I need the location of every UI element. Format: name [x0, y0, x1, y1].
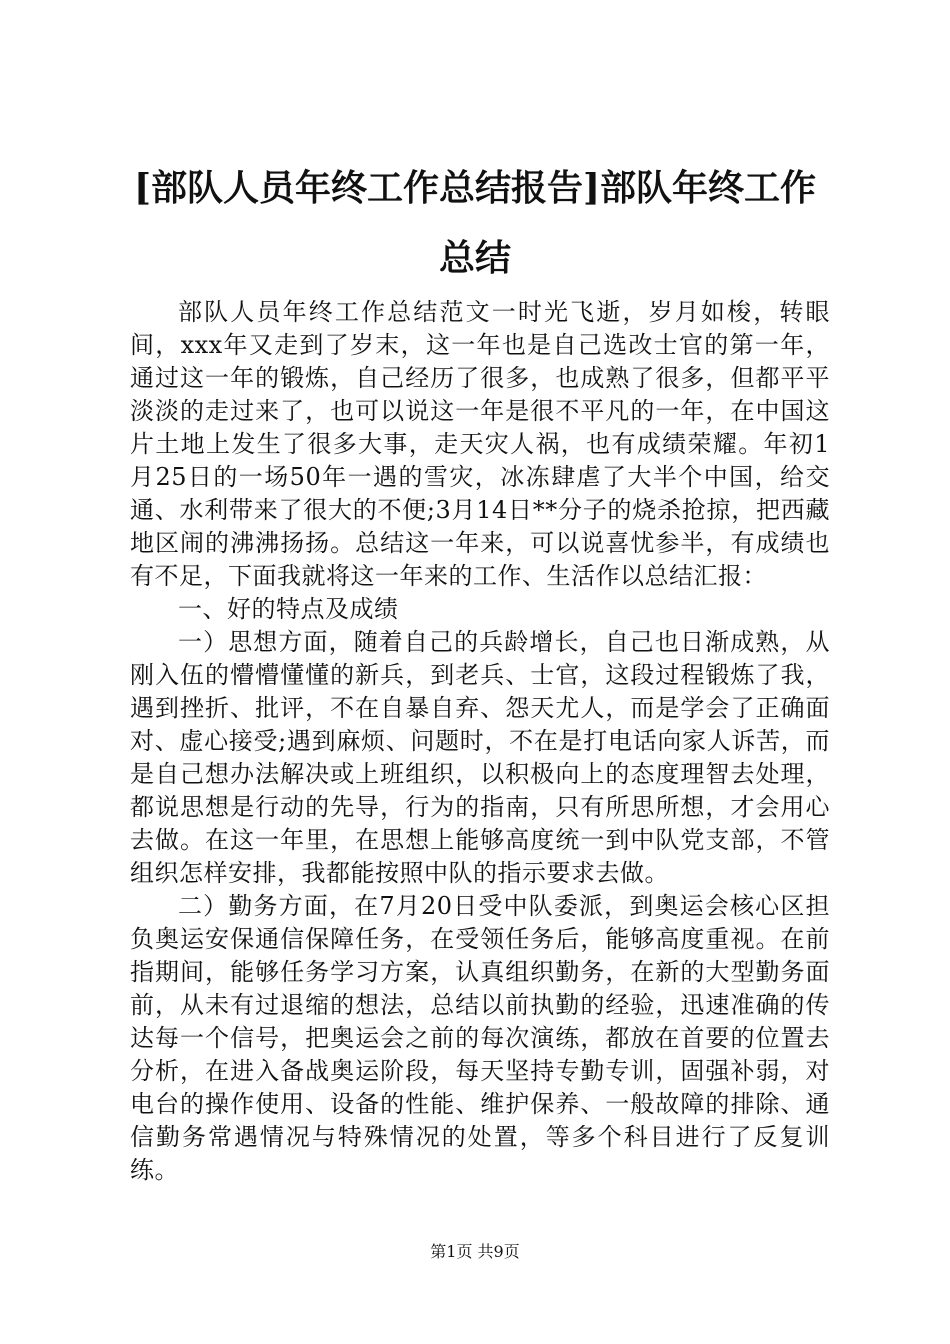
document-body	[130, 296, 830, 1187]
paragraph-duty: 二）勤务方面，在7月20日受中队委派，到奥运会核心区担负奥运安保通信保障任务，在受领任务后，能够高度重视。在前指期间，能够任务学习方案，认真组织勤务，在新的大型勤务面前，从未有过退缩的想法，总结以前执勤的经验，迅速准确的传达每一个信号，把奥运会之前的每次演练，都放在首要的位置去分析，在进入备战奥运阶段，每天坚持专勤专训，固强补弱，对电台的操作使用、设备的性能、维护保养、一般故障的排除、通信勤务常遇情况与特殊情况的处置，等多个科目进行了反复训练。	[130, 892, 830, 1184]
paragraph-intro: 部队人员年终工作总结范文一时光飞逝，岁月如梭，转眼间，xxx年又走到了岁末，这一年也是自己选改士官的第一年，通过这一年的锻炼，自己经历了很多，也成熟了很多，但都平平淡淡的走过来了，也可以说这一年是很不平凡的一年，在中国这片土地上发生了很多大事，走天灾人祸，也有成绩荣耀。年初1月25日的一场50年一遇的雪灾，冰冻肆虐了大半个中国，给交通、水利带来了很大的不便;3月14日**分子的烧杀抢掠，把西藏地区闹的沸沸扬扬。总结这一年来，可以说喜忧参半，有成绩也有不足，下面我就将这一年来的工作、生活作以总结汇报：	[130, 298, 830, 590]
document-title: [部队人员年终工作总结报告]部队年终工作总结	[133, 167, 817, 279]
paragraph-thought: 一）思想方面，随着自己的兵龄增长，自己也日渐成熟，从刚入伍的懵懵懂懂的新兵，到老兵、士官，这段过程锻炼了我，遇到挫折、批评，不在自暴自弃、怨天尤人，而是学会了正确面对、虚心接受;遇到麻烦、问题时，不在是打电话向家人诉苦，而是自己想办法解决或上班组织，以积极向上的态度理智去处理，都说思想是行动的先导，行为的指南，只有所思所想，才会用心去做。在这一年里，在思想上能够高度统一到中队党支部，不管组织怎样安排，我都能按照中队的指示要求去做。	[130, 628, 830, 887]
page-number: 第1页 共9页	[430, 1242, 520, 1261]
section-heading: 一、好的特点及成绩	[178, 595, 399, 623]
